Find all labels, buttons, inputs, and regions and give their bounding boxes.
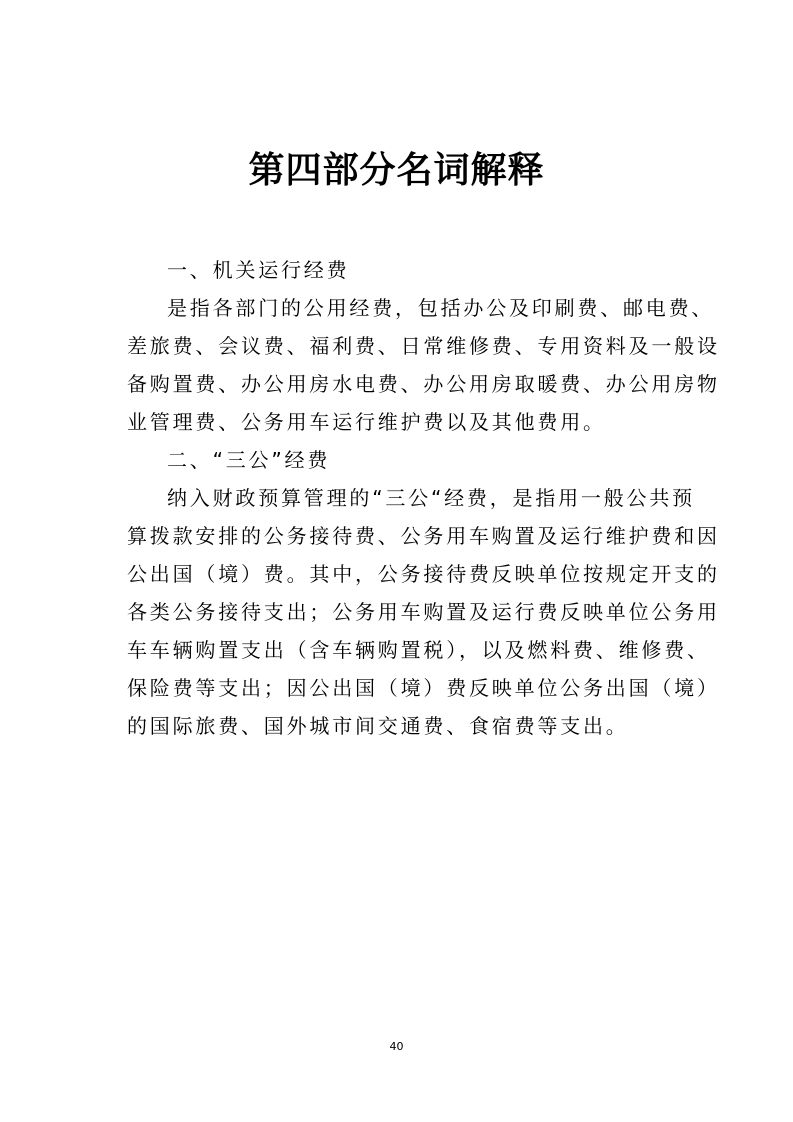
paragraph-line: 算拨款安排的公务接待费、公务用车购置及运行维护费和因 bbox=[127, 524, 720, 548]
section-heading-three-public-expenses: 二、“三公”经费 bbox=[167, 448, 331, 472]
document-body bbox=[127, 251, 720, 745]
page-title: 第四部分名词解释 bbox=[248, 149, 545, 191]
paragraph-line: 保险费等支出；因公出国（境）费反映单位公务出国（境） bbox=[127, 676, 720, 700]
paragraph-line: 车车辆购置支出（含车辆购置税），以及燃料费、维修费、 bbox=[127, 638, 710, 662]
paragraph-line: 是指各部门的公用经费，包括办公及印刷费、邮电费、 bbox=[167, 296, 715, 320]
paragraph-line: 差旅费、会议费、福利费、日常维修费、专用资料及一般设 bbox=[127, 334, 720, 358]
paragraph-line: 业管理费、公务用车运行维护费以及其他费用。 bbox=[127, 410, 606, 434]
page-number: 40 bbox=[389, 1040, 404, 1053]
paragraph-line: 公出国（境）费。其中，公务接待费反映单位按规定开支的 bbox=[127, 562, 720, 586]
paragraph-line: 纳入财政预算管理的“三公“经费，是指用一般公共预 bbox=[167, 486, 695, 510]
paragraph-line: 备购置费、办公用房水电费、办公用房取暖费、办公用房物 bbox=[127, 372, 720, 396]
paragraph-line: 的国际旅费、国外城市间交通费、食宿费等支出。 bbox=[127, 714, 629, 738]
section-heading-operating-expenses: 一、机关运行经费 bbox=[167, 258, 350, 282]
paragraph-line: 各类公务接待支出；公务用车购置及运行费反映单位公务用 bbox=[127, 600, 720, 624]
